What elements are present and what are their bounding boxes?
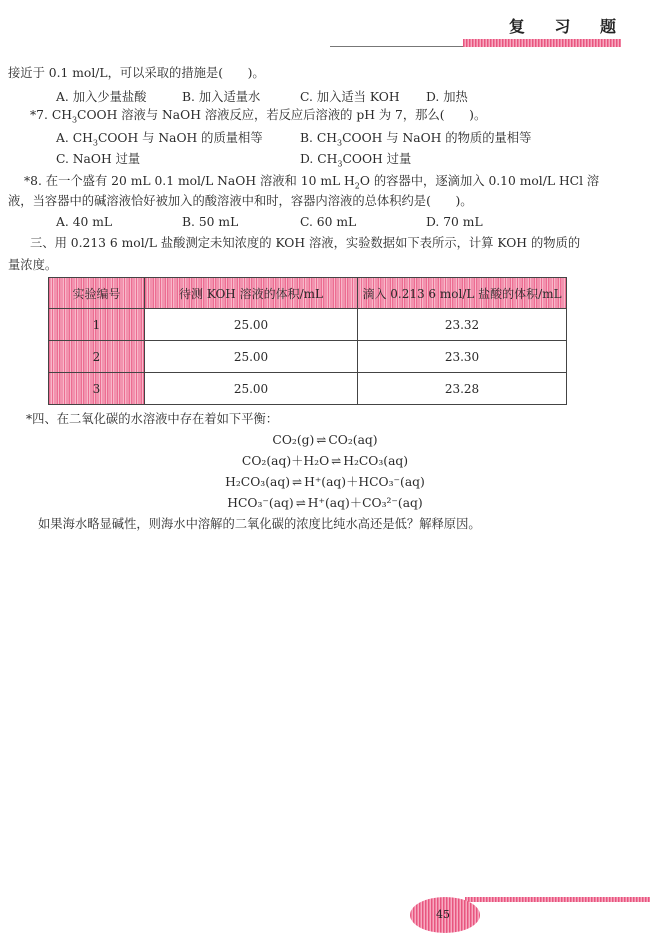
page-number: 45 xyxy=(436,908,450,921)
q7-marker: *7. xyxy=(30,108,48,122)
table-row xyxy=(49,341,567,373)
table-header-row xyxy=(49,278,567,309)
q6-option-b: B. 加入适量水 xyxy=(182,90,261,104)
table-cell-experiment-no: 1 xyxy=(49,309,145,341)
table-header-hcl-volume: 滴入 0.213 6 mol/L 盐酸的体积/mL xyxy=(358,278,567,309)
q7-stem: *7. $CH_3COOH$ 溶液与 NaOH 溶液反应，若反应后溶液的 pH 为 7，那么( )。 xyxy=(30,108,487,125)
section4-question: 如果海水略显碱性，则海水中溶解的二氧化碳的浓度比纯水高还是低？解释原因。 xyxy=(38,517,481,531)
table-cell-experiment-no: 2 xyxy=(49,341,145,373)
footer-pink-band xyxy=(465,897,650,902)
q6-stem-continued: 接近于 0.1 mol/L，可以采取的措施是( )。 xyxy=(8,66,265,80)
table-header-experiment-no: 实验编号 xyxy=(49,278,145,309)
equilibrium-arrow-icon: ⇌ xyxy=(331,454,342,468)
equilibrium-arrow-icon: ⇌ xyxy=(295,496,306,510)
q8-option-d: D. 70 mL xyxy=(426,215,483,229)
titration-data-table xyxy=(48,277,567,405)
q8-option-a: A. 40 mL xyxy=(56,215,113,229)
table-cell-koh-volume: 25.00 xyxy=(145,309,358,341)
q8-option-c: C. 60 mL xyxy=(300,215,357,229)
table-cell-hcl-volume: 23.32 xyxy=(358,309,567,341)
q8-stem-line1: *8. 在一个盛有 20 mL 0.1 mol/L NaOH 溶液和 10 mL $H_2O$ 的容器中，逐滴加入 0.10 mol/L HCl 溶 xyxy=(24,174,600,191)
q6-option-d: D. 加热 xyxy=(426,90,468,104)
equilibrium-equation-3: H₂CO₃(aq) ⇌ H⁺(aq)＋HCO₃⁻(aq) xyxy=(225,475,425,489)
header-pink-band xyxy=(463,39,621,47)
table-cell-koh-volume: 25.00 xyxy=(145,373,358,405)
table-header-koh-volume: 待测 KOH 溶液的体积/mL xyxy=(145,278,358,309)
equilibrium-arrow-icon: ⇌ xyxy=(292,475,303,489)
equilibrium-equation-1: CO₂(g) ⇌ CO₂(aq) xyxy=(272,433,378,447)
q7-option-d: D. $CH_3COOH$ 过量 xyxy=(300,152,412,169)
section4-intro: *四、在二氧化碳的水溶液中存在着如下平衡： xyxy=(26,412,279,426)
q7-option-c: C. NaOH 过量 xyxy=(56,152,141,166)
equilibrium-arrow-icon: ⇌ xyxy=(316,433,327,447)
table-cell-koh-volume: 25.00 xyxy=(145,341,358,373)
q7-option-a: A. $CH_3COOH$ 与 NaOH 的质量相等 xyxy=(56,131,263,148)
equilibrium-equation-4: HCO₃⁻(aq) ⇌ H⁺(aq)＋CO₃²⁻(aq) xyxy=(227,496,423,510)
section3-line2: 量浓度。 xyxy=(8,258,58,272)
section-title: 复 习 题 xyxy=(508,17,628,36)
q6-option-c: C. 加入适当 KOH xyxy=(300,90,400,104)
table-cell-experiment-no: 3 xyxy=(49,373,145,405)
q7-option-b: B. $CH_3COOH$ 与 NaOH 的物质的量相等 xyxy=(300,131,532,148)
table-row xyxy=(49,309,567,341)
table-cell-hcl-volume: 23.28 xyxy=(358,373,567,405)
equilibrium-equation-2: CO₂(aq)＋H₂O ⇌ H₂CO₃(aq) xyxy=(241,454,409,468)
q6-option-a: A. 加入少量盐酸 xyxy=(56,90,147,104)
q8-option-b: B. 50 mL xyxy=(182,215,239,229)
table-row xyxy=(49,373,567,405)
section3-line1: 三、用 0.213 6 mol/L 盐酸测定未知浓度的 KOH 溶液，实验数据如下表所示，计算 KOH 的物质的 xyxy=(30,236,581,250)
q8-stem-line2: 液，当容器中的碱溶液恰好被加入的酸溶液中和时，容器内溶液的总体积约是( )。 xyxy=(8,194,473,208)
table-cell-hcl-volume: 23.30 xyxy=(358,341,567,373)
